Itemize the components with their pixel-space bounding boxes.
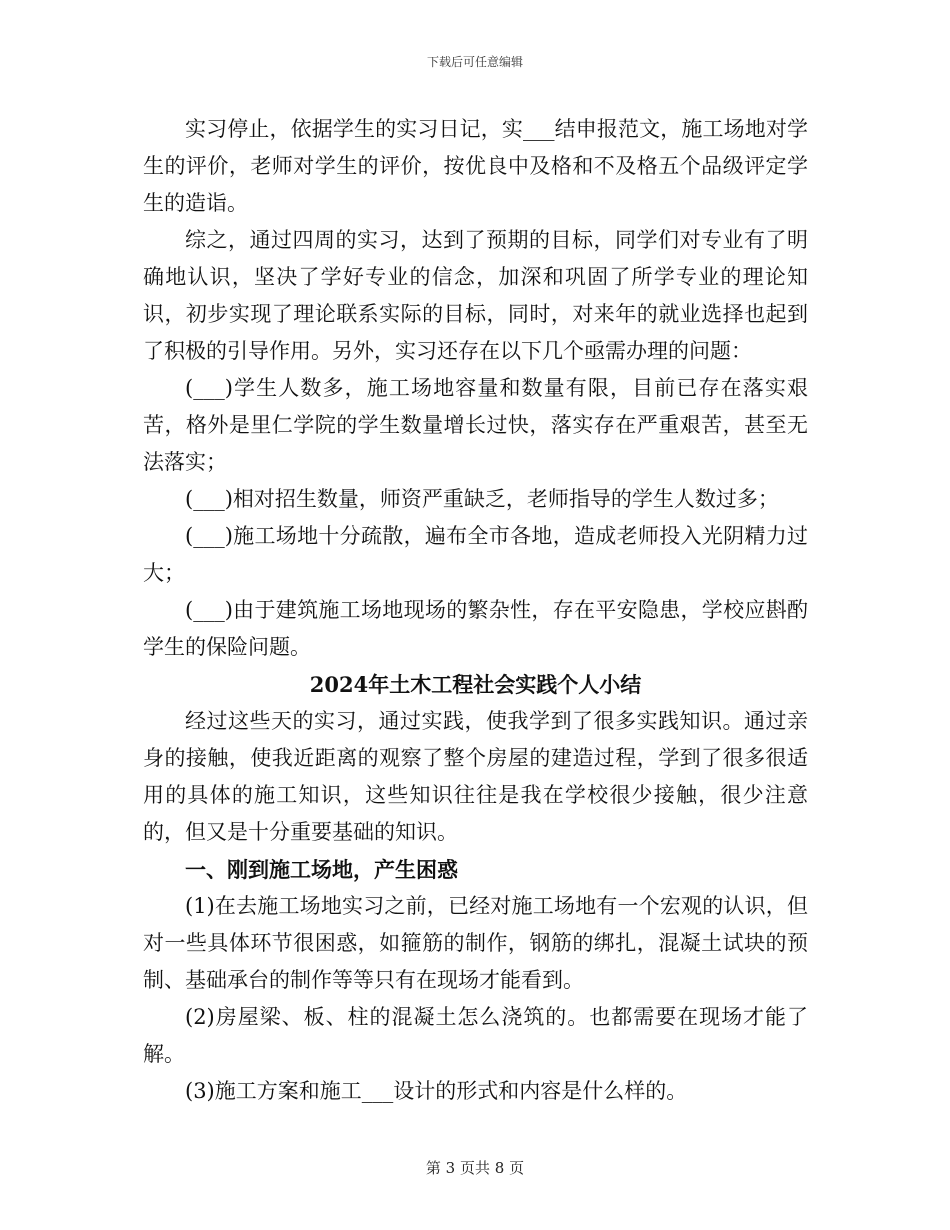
problem-item-4: (___)由于建筑施工场地现场的繁杂性，存在平安隐患，学校应斟酌学生的保险问题。 xyxy=(143,598,808,659)
problem-item-1: (___)学生人数多，施工场地容量和数量有限，目前已存在落实艰苦，格外是里仁学院的学生数量增长过快，落实存在严重艰苦，甚至无法落实； xyxy=(143,376,808,474)
problem-item-2: (___)相对招生数量，师资严重缺乏，老师指导的学生人数过多； xyxy=(185,487,779,511)
problem-item-3: (___)施工场地十分疏散，遍布全市各地，造成老师投入光阴精力过大； xyxy=(143,524,808,585)
intro-paragraph: 经过这些天的实习，通过实践，使我学到了很多实践知识。通过亲身的接触，使我近距离的观察了整个房屋的建造过程，学到了很多很适用的具体的施工知识，这些知识往往是我在学校很少接触，很少注意的，但又是十分重要基础的知识。 xyxy=(143,709,808,844)
numbered-item-1: (1)在去施工场地实习之前，已经对施工场地有一个宏观的认识，但对一些具体环节很困惑，如箍筋的制作，钢筋的绑扎，混凝土试块的预制、基础承台的制作等等只有在现场才能看到。 xyxy=(143,894,808,992)
document-body xyxy=(143,111,808,1110)
paragraph-evaluation: 实习停止，依据学生的实习日记，实___结申报范文，施工场地对学生的评价，老师对学生的评价，按优良中及格和不及格五个品级评定学生的造诣。 xyxy=(143,117,808,215)
numbered-item-2: (2)房屋梁、板、柱的混凝土怎么浇筑的。也都需要在现场才能了解。 xyxy=(143,1005,808,1066)
paragraph-summary: 综之，通过四周的实习，达到了预期的目标，同学们对专业有了明确地认识，坚决了学好专业的信念，加深和巩固了所学专业的理论知识，初步实现了理论联系实际的目标，同时，对来年的就业选择也起到了积极的引导作用。另外，实习还存在以下几个亟需办理的问题： xyxy=(143,228,808,363)
section-title: 2024年土木工程社会实践个人小结 xyxy=(309,672,642,697)
page-footer: 第 3 页共 8 页 xyxy=(425,1159,525,1177)
subheading: 一、刚到施工场地，产生困惑 xyxy=(185,857,458,882)
page-header: 下载后可任意编辑 xyxy=(426,55,523,69)
numbered-item-3: (3)施工方案和施工___设计的形式和内容是什么样的。 xyxy=(185,1079,688,1103)
